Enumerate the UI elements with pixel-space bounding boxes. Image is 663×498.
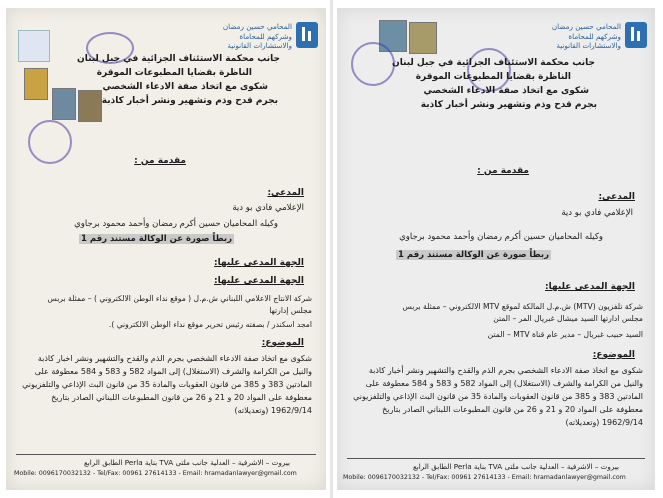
- firm-logo: [625, 22, 647, 48]
- firm-subtitle: والاستشارات القانونية: [227, 41, 292, 50]
- round-seal: [28, 120, 72, 164]
- document-page-right: [337, 8, 655, 490]
- revenue-stamp: [52, 88, 76, 120]
- revenue-stamp: [24, 68, 48, 100]
- firm-subtitle: وشركهم للمحاماة: [239, 32, 292, 41]
- firm-name: المحامي حسين رمضان: [222, 22, 292, 31]
- subject-body: شكوى مع اتخاذ صفة الادعاء الشخصي بجرم الذم والقدح والتشهير ونشر أخبار كاذبة والنيل من الكرامة والشرف (الاستغلال) إلى المواد 582 و 583 و 584 معطوفة على المادتين 383 و 385 من قانون العقوبات والمادة 35 من قانون البث الإذاعي والتلفزيوني معطوفة على المواد 20 و 21 و 26 من قانون المطبوعات اللبناني الصادر بتاريخ 1962/9/14 (وتعديلاته): [353, 366, 643, 427]
- complaint-title: شكوى مع اتخاذ صفة الادعاء الشخصي: [423, 86, 589, 96]
- defendant-person: السيد حبيب غبريال – مدير عام قناة MTV – المتن: [487, 330, 643, 339]
- round-seal: [351, 42, 395, 86]
- complaint-charges: بجرم قدح وذم وتشهير ونشر أخبار كاذبة: [101, 96, 278, 106]
- footer-address: بيروت – الاشرفية – العدلية جانب ملتى TVA بناية Perla الطابق الرابع: [83, 458, 290, 467]
- subject-body: شكوى مع اتخاذ صفة الادعاء الشخصي بجرم الذم والقدح والتشهير ونشر اخبار كاذبة والنيل من الكرامة والشرف (الاستغلال) إلى المواد 582 و 583 و 584 معطوفة على المادتين 383 و 385 من قانون العقوبات والمادة 35 من قانون البث الإذاعي والتلفزيوني معطوفة على المواد 20 و 21 و 26 من قانون المطبوعات اللبناني الصادر بتاريخ 1962/9/14 (وتعديلاته): [22, 354, 312, 415]
- addressee-court: جانب محكمة الاستئناف الجزائية في جبل لبنان: [392, 58, 595, 68]
- defendant-label: الجهة المدعى عليها:: [214, 276, 304, 286]
- footer-contact: Mobile: 0096170032132 - Tel/Fax: 00961 27614133 - Email: hramadanlawyer@gmail.com: [14, 470, 297, 477]
- plaintiff-label: المدعي:: [598, 192, 635, 202]
- footer-address: بيروت – الاشرفية – العدلية جانب ملتى TVA بناية Perla الطابق الرابع: [412, 462, 619, 471]
- submitted-by-label: مقدمة من :: [134, 156, 186, 166]
- addressee-chamber: الناظرة بقضايا المطبوعات الموقرة: [96, 68, 252, 78]
- qr-code: [18, 30, 50, 62]
- complaint-title: شكوى مع اتخاذ صفة الادعاء الشخصي: [102, 82, 268, 92]
- document-page-left: [6, 8, 326, 490]
- collage-divider: [330, 0, 333, 498]
- defendant-company-rep: مجلس ادارتها السيد ميشال غبريال المر – المتن: [493, 314, 643, 323]
- subject-label: الموضوع:: [592, 350, 635, 360]
- defendant-company-rep: مجلس إدارتها: [269, 306, 312, 315]
- plaintiff-label: المدعي:: [267, 188, 304, 198]
- complaint-charges: بجرم قدح وذم وتشهير ونشر أخبار كاذبة: [420, 100, 597, 110]
- subject-label: الموضوع:: [261, 338, 304, 348]
- revenue-stamp: [78, 90, 102, 122]
- addressee-chamber: الناظرة بقضايا المطبوعات الموقرة: [415, 72, 571, 82]
- firm-name: المحامي حسين رمضان: [551, 22, 621, 31]
- defendant-company: شركة تلفزيون (MTV) ش.م.ل المالكة لموقع MTV الالكتروني – ممثلة بربس: [402, 302, 643, 311]
- footer-rule: [347, 458, 645, 459]
- addressee-court: جانب محكمة الاستئناف الجزائية في جبل لبنان: [77, 54, 280, 64]
- power-of-attorney-ref: ربطاً صورة عن الوكالة مستند رقم 1: [398, 250, 549, 260]
- footer-rule: [16, 454, 316, 455]
- firm-subtitle: وشركهم للمحاماة: [568, 32, 621, 41]
- firm-logo: [296, 22, 318, 48]
- firm-subtitle: والاستشارات القانونية: [556, 41, 621, 50]
- attorneys: وكيله المحاميان حسين أكرم رمضان وأحمد محمود برجاوي: [74, 219, 278, 229]
- footer-contact: Mobile: 0096170032132 - Tel/Fax: 00961 27614133 - Email: hramadanlawyer@gmail.com: [343, 474, 626, 481]
- defendant-section-label: الجهة المدعى عليها:: [545, 282, 635, 292]
- power-of-attorney-ref: ربطاً صورة عن الوكالة مستند رقم 1: [81, 234, 232, 244]
- defendant-section-label: الجهة المدعى عليها:: [214, 258, 304, 268]
- defendant-company: شركة الانتاج الاعلامي اللبناني ش.م.ل ( موقع نداء الوطن الالكتروني ) – ممثلة بربس: [47, 294, 312, 303]
- plaintiff-name: الإعلامي فادي بو دية: [232, 203, 304, 213]
- plaintiff-name: الإعلامي فادي بو دية: [561, 208, 633, 218]
- revenue-stamp: [409, 22, 437, 54]
- attorneys: وكيله المحاميان حسين أكرم رمضان وأحمد محمود برجاوي: [399, 232, 603, 242]
- defendant-person: امجد اسكندر / بصفته رئيس تحرير موقع نداء الوطن الالكتروني ).: [108, 320, 312, 329]
- submitted-by-label: مقدمة من :: [477, 166, 529, 176]
